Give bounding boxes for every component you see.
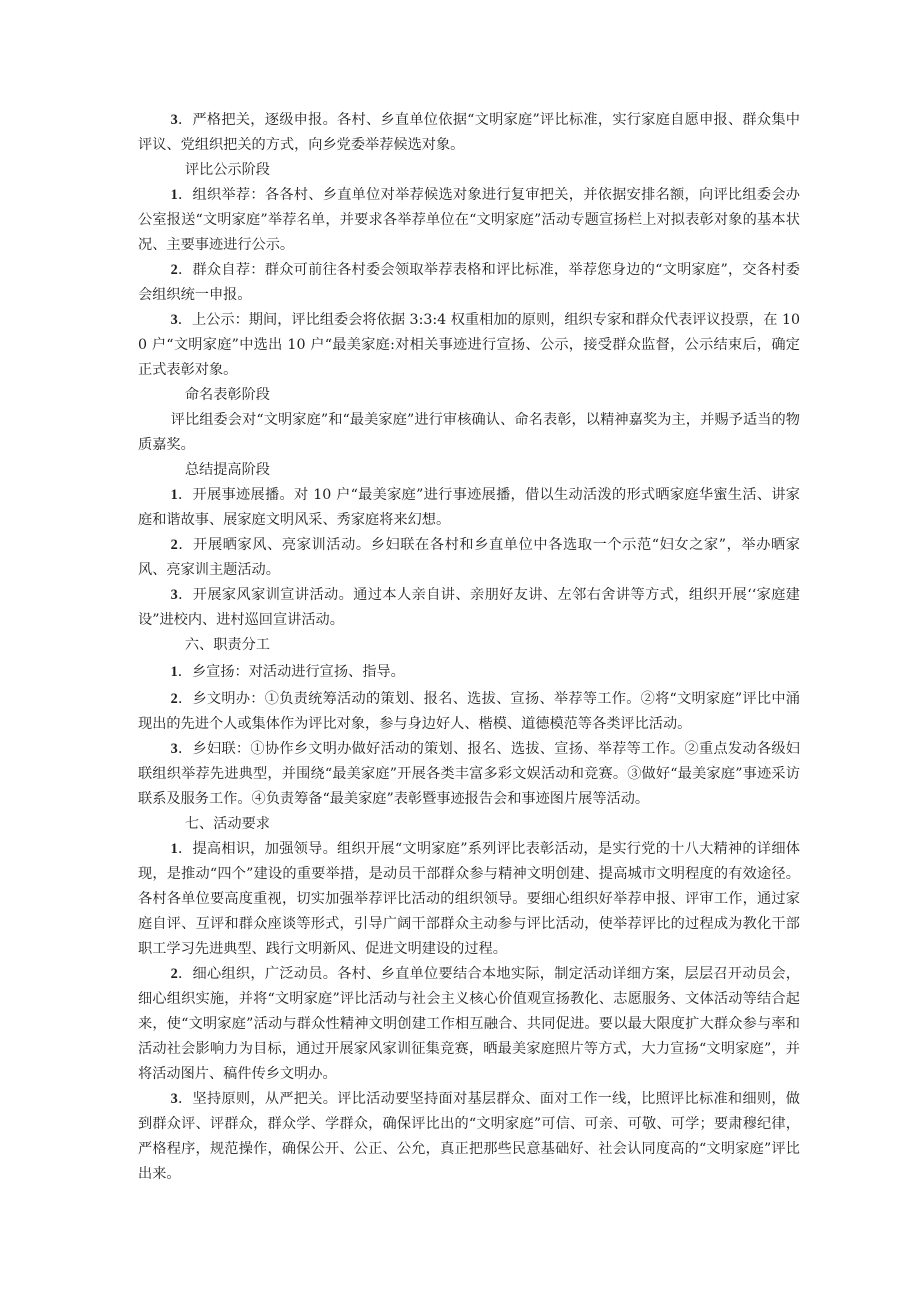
paragraph-text: ．坚持原则，从严把关。评比活动要坚持面对基层群众、面对工作一线，比照评比标准和细则，做到群众评、评群众，群众学、学群众，确保评比出的“文明家庭”可信、可亲、可敬、可学；要肃穆纪律，严格程序，规范操作，确保公开、公正、公允，真正把那些民意基础好、社会认同度高的“文明家庭”评比出来。 [138, 1091, 800, 1182]
heading-text: 七、活动要求 [184, 816, 270, 832]
paragraph [138, 408, 800, 458]
document-body [138, 108, 800, 1187]
item-number: 3 [170, 741, 178, 757]
paragraph-text: ．开展晒家风、亮家训活动。乡妇联在各村和乡直单位中各选取一个示范“妇女之家”，举办晒家风、亮家训主题活动。 [138, 537, 800, 578]
paragraph-text: ．上公示：期间，评比组委会将依据 3:3:4 权重相加的原则，组织专家和群众代表评议投票，在 100 户“文明家庭”中选出 10 户“最美家庭:对相关事迹进行宣扬、公示，接受群众监督，公示结束后，确定正式表彰对象。 [138, 312, 800, 378]
heading-text: 六、职责分工 [184, 637, 270, 653]
paragraph [138, 962, 800, 1087]
item-number: 2 [170, 691, 178, 707]
item-number: 3 [170, 312, 178, 328]
item-number: 2 [170, 537, 178, 553]
paragraph [138, 837, 800, 962]
heading-text: 命名表彰阶段 [184, 387, 270, 403]
paragraph [138, 660, 800, 685]
paragraph [138, 1087, 800, 1187]
section-heading [138, 812, 800, 837]
paragraph-text: ．细心组织，广泛动员。各村、乡直单位要结合本地实际，制定活动详细方案，层层召开动员会，细心组织实施，并将“文明家庭”评比活动与社会主义核心价值观宣扬教化、志愿服务、文体活动等结合起来，使“文明家庭”活动与群众性精神文明创建工作相互融合、共同促进。要以最大限度扩大群众参与率和活动社会影响力为目标，通过开展家风家训征集竞赛，晒最美家庭照片等方式，大力宣扬“文明家庭”，并将活动图片、稿件传乡文明办。 [138, 966, 800, 1082]
paragraph-text: ．开展事迹展播。对 10 户“最美家庭”进行事迹展播，借以生动活泼的形式晒家庭华蜜生活、讲家庭和谐故事、展家庭文明风采、秀家庭将来幻想。 [138, 487, 800, 528]
item-number: 2 [170, 966, 178, 982]
item-number: 1 [170, 187, 178, 203]
paragraph [138, 483, 800, 533]
paragraph [138, 108, 800, 158]
item-number: 3 [170, 1091, 178, 1107]
item-number: 2 [170, 262, 178, 278]
item-number: 3 [170, 587, 178, 603]
paragraph-text: ．组织举荐：各各村、乡直单位对举荐候选对象进行复审把关，并依据安排名额，向评比组委会办公室报送“文明家庭”举荐名单，并要求各举荐单位在“文明家庭”活动专题宣扬栏上对拟表彰对象的基本状况、主要事迹进行公示。 [138, 187, 800, 253]
paragraph-text: ．开展家风家训宣讲活动。通过本人亲自讲、亲朋好友讲、左邻右舍讲等方式，组织开展‘‘家庭建设”进校内、进村巡回宣讲活动。 [138, 587, 800, 628]
paragraph-text: ．提高相识，加强领导。组织开展“文明家庭”系列评比表彰活动，是实行党的十八大精神的详细体现，是推动“四个”建设的重要举措，是动员干部群众参与精神文明创建、提高城市文明程度的有效途径。各村各单位要高度重视，切实加强举荐评比活动的组织领导。要细心组织好举荐申报、评审工作，通过家庭自评、互评和群众座谈等形式，引导广阔干部群众主动参与评比活动，使举荐评比的过程成为教化干部职工学习先进典型、践行文明新风、促进文明建设的过程。 [138, 841, 800, 957]
paragraph [138, 183, 800, 258]
paragraph [138, 687, 800, 737]
heading-text: 总结提高阶段 [184, 462, 270, 478]
item-number: 3 [170, 112, 178, 128]
section-heading [138, 158, 800, 183]
section-heading [138, 633, 800, 658]
section-heading [138, 383, 800, 408]
section-heading [138, 458, 800, 483]
paragraph-text: 评比组委会对“文明家庭”和“最美家庭”进行审核确认、命名表彰，以精神嘉奖为主，并赐予适当的物质嘉奖。 [138, 412, 800, 453]
paragraph [138, 308, 800, 383]
item-number: 1 [170, 487, 178, 503]
paragraph [138, 533, 800, 583]
paragraph-text: ．乡宣扬：对活动进行宣扬、指导。 [177, 664, 405, 680]
paragraph [138, 583, 800, 633]
paragraph [138, 737, 800, 812]
paragraph [138, 258, 800, 308]
paragraph-text: ．乡妇联：①协作乡文明办做好活动的策划、报名、选拔、宣扬、举荐等工作。②重点发动各级妇联组织举荐先进典型，并围绕“最美家庭”开展各类丰富多彩文娱活动和竞赛。③做好“最美家庭”事迹采访联系及服务工作。④负责筹备“最美家庭”表彰暨事迹报告会和事迹图片展等活动。 [138, 741, 800, 807]
item-number: 1 [170, 841, 178, 857]
paragraph-text: ．群众自荐：群众可前往各村委会领取举荐表格和评比标准，举荐您身边的“文明家庭”，交各村委会组织统一申报。 [138, 262, 800, 303]
paragraph-text: ．乡文明办：①负责统筹活动的策划、报名、选拔、宣扬、举荐等工作。②将“文明家庭”评比中涌现出的先进个人或集体作为评比对象，参与身边好人、楷模、道德模范等各类评比活动。 [138, 691, 800, 732]
heading-text: 评比公示阶段 [184, 162, 270, 178]
item-number: 1 [170, 664, 178, 680]
paragraph-text: ．严格把关，逐级申报。各村、乡直单位依据“文明家庭”评比标准，实行家庭自愿申报、群众集中评议、党组织把关的方式，向乡党委举荐候选对象。 [138, 112, 800, 153]
